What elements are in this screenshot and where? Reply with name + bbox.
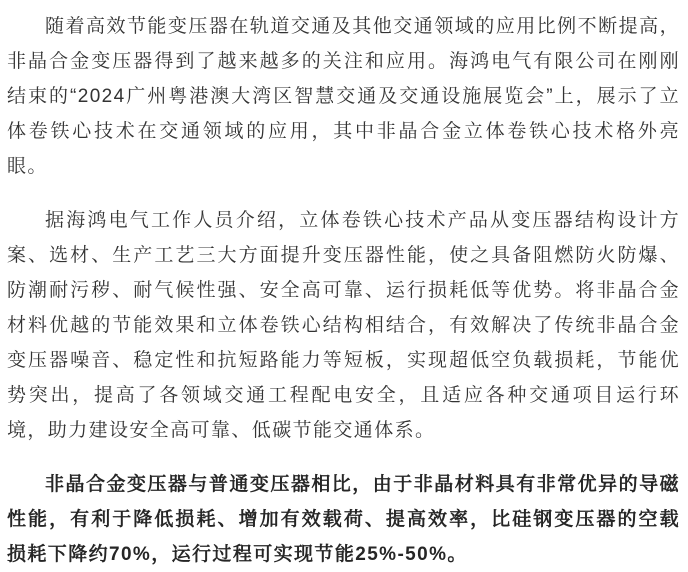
paragraph-intro: 随着高效节能变压器在轨道交通及其他交通领域的应用比例不断提高，非晶合金变压器得到了越来越多的关注和应用。海鸿电气有限公司在刚刚结束的“2024广州粤港澳大湾区智慧交通及交通设施展览会”上，展示了立体卷铁心技术在交通领域的应用，其中非晶合金立体卷铁心技术格外亮眼。 bbox=[7, 16, 680, 177]
paragraph-technology-details: 据海鸿电气工作人员介绍，立体卷铁心技术产品从变压器结构设计方案、选材、生产工艺三大方面提升变压器性能，使之具备阻燃防火防爆、防潮耐污秽、耐气候性强、安全高可靠、运行损耗低等优势。将非晶合金材料优越的节能效果和立体卷铁心结构相结合，有效解决了传统非晶合金变压器噪音、稳定性和抗短路能力等短板，实现超低空负载损耗，节能优势突出，提高了各领域交通工程配电安全，且适应各种交通项目运行环境，助力建设安全高可靠、低碳节能交通体系。 bbox=[7, 210, 680, 441]
paragraph-emphasis-comparison: 非晶合金变压器与普通变压器相比，由于非晶材料具有非常优异的导磁性能，有利于降低损耗、增加有效载荷、提高效率，比硅钢变压器的空载损耗下降约70%，运行过程可实现节能25%-50%。 bbox=[7, 474, 680, 565]
